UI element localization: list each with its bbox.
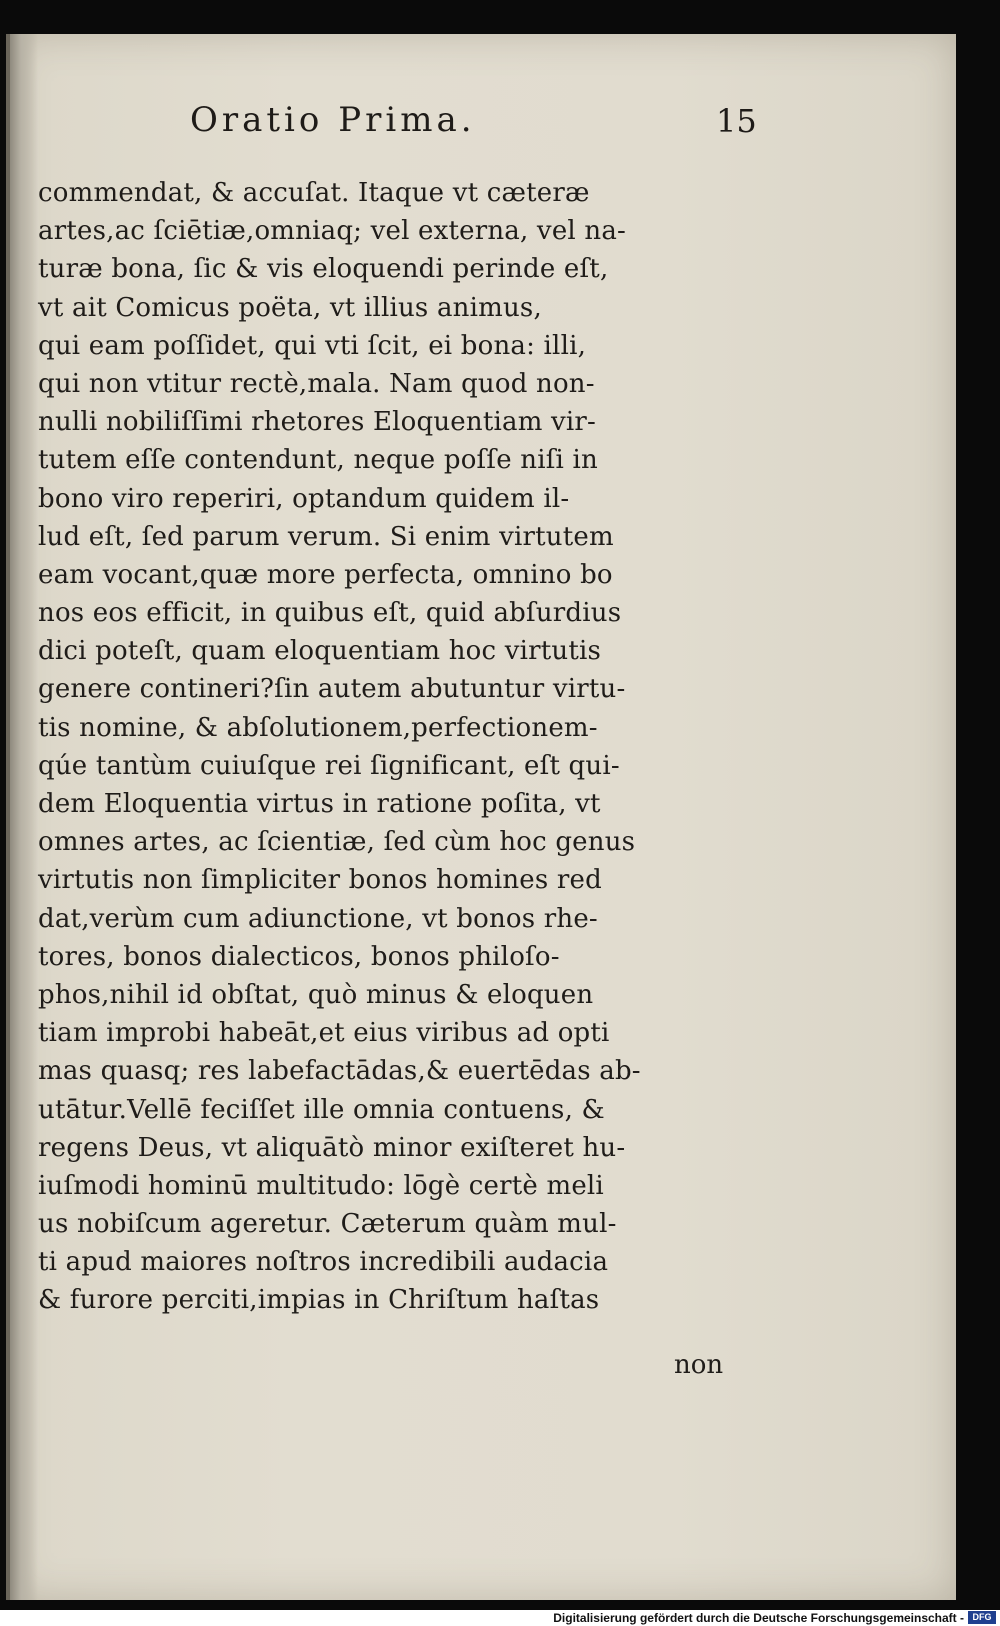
text-line: artes,ac ſciētiæ,omniaq; vel externa, vel na- (38, 216, 627, 247)
catchword: non (674, 1350, 724, 1380)
text-line: & furore perciti,impias in Chriſtum haſtas (38, 1285, 600, 1316)
funding-credit: Digitalisierung gefördert durch die Deutsche Forschungsgemeinschaft - (553, 1611, 964, 1625)
text-line: ti apud maiores noſtros incredibili audacia (38, 1247, 609, 1278)
text-line: dici poteſt, quam eloquentiam hoc virtutis (38, 636, 602, 667)
body-text (38, 174, 738, 1320)
text-line: vt ait Comicus poëta, vt illius animus, (38, 292, 542, 323)
text-line: bono viro reperiri, optandum quidem il- (38, 483, 570, 514)
text-line: tores, bonos dialecticos, bonos philoſo- (38, 941, 560, 972)
text-line: dat,verùm cum adiunctione, vt bonos rhe- (38, 903, 598, 934)
text-line: lud eſt, ſed parum verum. Si enim virtutem (38, 521, 614, 552)
text-line: phos,nihil id obſtat, quò minus & eloquen (38, 979, 594, 1010)
page-number: 15 (716, 102, 757, 140)
text-line: omnes artes, ac ſcientiæ, ſed cùm hoc genus (38, 827, 636, 858)
text-line: qúe tantùm cuiuſque rei ſignificant, eſt qui- (38, 750, 620, 781)
page-gutter (10, 34, 38, 1600)
text-line: tutem eſſe contendunt, neque poſſe niſi in (38, 445, 598, 476)
book-page (6, 34, 956, 1600)
text-line: iuſmodi hominū multitudo: lōgè certè meli (38, 1170, 604, 1201)
text-line: tis nomine, & abſolutionem,perfectionem- (38, 712, 598, 743)
text-line: qui eam poſſidet, qui vti ſcit, ei bona: illi, (38, 330, 587, 361)
dfg-logo-icon: DFG (968, 1611, 996, 1624)
text-line: tiam improbi habeāt,et eius viribus ad opti (38, 1018, 610, 1049)
text-line: regens Deus, vt aliquātò minor exiſteret hu- (38, 1132, 626, 1163)
text-line: qui non vtitur rectè,mala. Nam quod non- (38, 368, 595, 399)
text-line: virtutis non ſimpliciter bonos homines red (38, 865, 602, 896)
text-line: nulli nobiliſſimi rhetores Eloquentiam vir- (38, 407, 597, 438)
running-head: Oratio Prima. (190, 100, 476, 140)
text-line: dem Eloquentia virtus in ratione poſita, vt (38, 789, 601, 819)
text-line: commendat, & accuſat. Itaque vt cæteræ (38, 178, 590, 208)
text-line: eam vocant,quæ more perfecta, omnino bo (38, 559, 613, 590)
text-line: turæ bona, ſic & vis eloquendi perinde eſt, (38, 254, 609, 285)
text-line: nos eos efficit, in quibus eſt, quid abſurdius (38, 598, 622, 629)
text-line: us nobiſcum ageretur. Cæterum quàm mul- (38, 1209, 617, 1240)
text-line: genere contineri?ſin autem abutuntur virtu- (38, 674, 626, 705)
text-line: utātur.Vellē feciſſet ille omnia contuens, & (38, 1094, 605, 1125)
text-line: mas quasq; res labefactādas,& euertēdas ab- (38, 1056, 641, 1087)
